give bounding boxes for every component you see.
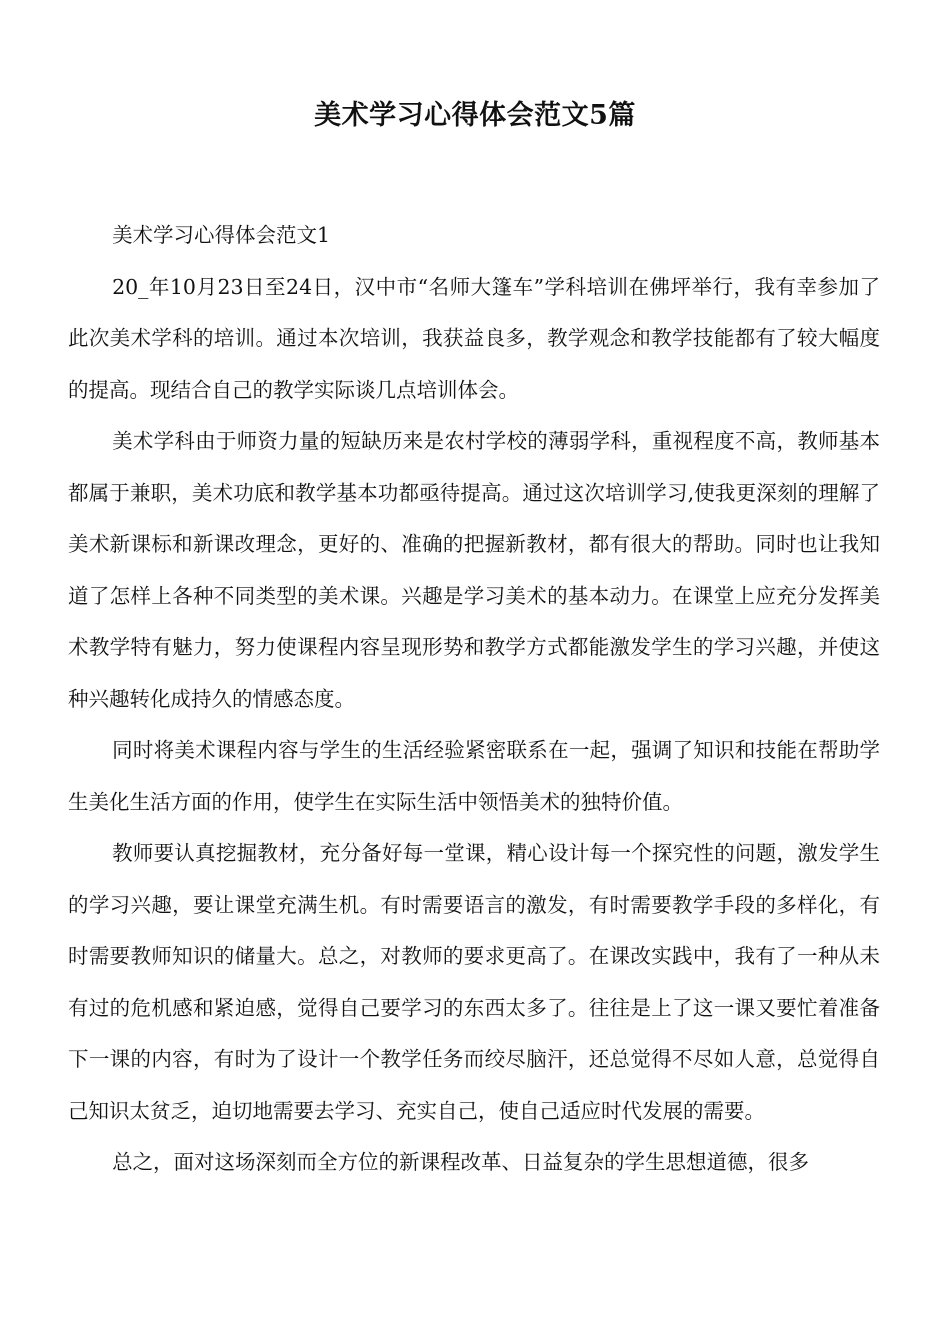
paragraph: 20_年10月23日至24日，汉中市“名师大篷车”学科培训在佛坪举行，我有幸参加了此次美术学科的培训。通过本次培训，我获益良多，教学观念和教学技能都有了较大幅度的提高。现结合自己的教学实际谈几点培训体会。	[68, 274, 880, 402]
document-body	[68, 210, 880, 1189]
section-heading: 美术学习心得体会范文1	[112, 223, 331, 247]
paragraph: 教师要认真挖掘教材，充分备好每一堂课，精心设计每一个探究性的问题，激发学生的学习兴趣，要让课堂充满生机。有时需要语言的激发，有时需要教学手段的多样化，有时需要教师知识的储量大。总之，对教师的要求更高了。在课改实践中，我有了一种从未有过的危机感和紧迫感，觉得自己要学习的东西太多了。往往是上了这一课又要忙着准备下一课的内容，有时为了设计一个教学任务而绞尽脑汗，还总觉得不尽如人意，总觉得自己知识太贫乏，迫切地需要去学习、充实自己，使自己适应时代发展的需要。	[68, 841, 880, 1123]
document-title: 美术学习心得体会范文5篇	[314, 100, 636, 131]
paragraph: 总之，面对这场深刻而全方位的新课程改革、日益复杂的学生思想道德，很多	[112, 1150, 810, 1174]
paragraph: 同时将美术课程内容与学生的生活经验紧密联系在一起，强调了知识和技能在帮助学生美化生活方面的作用，使学生在实际生活中领悟美术的独特价值。	[68, 738, 880, 814]
paragraph: 美术学科由于师资力量的短缺历来是农村学校的薄弱学科，重视程度不高，教师基本都属于兼职，美术功底和教学基本功都亟待提高。通过这次培训学习,使我更深刻的理解了美术新课标和新课改理念，更好的、准确的把握新教材，都有很大的帮助。同时也让我知道了怎样上各种不同类型的美术课。兴趣是学习美术的基本动力。在课堂上应充分发挥美术教学特有魅力，努力使课程内容呈现形势和教学方式都能激发学生的学习兴趣，并使这种兴趣转化成持久的情感态度。	[68, 429, 880, 711]
